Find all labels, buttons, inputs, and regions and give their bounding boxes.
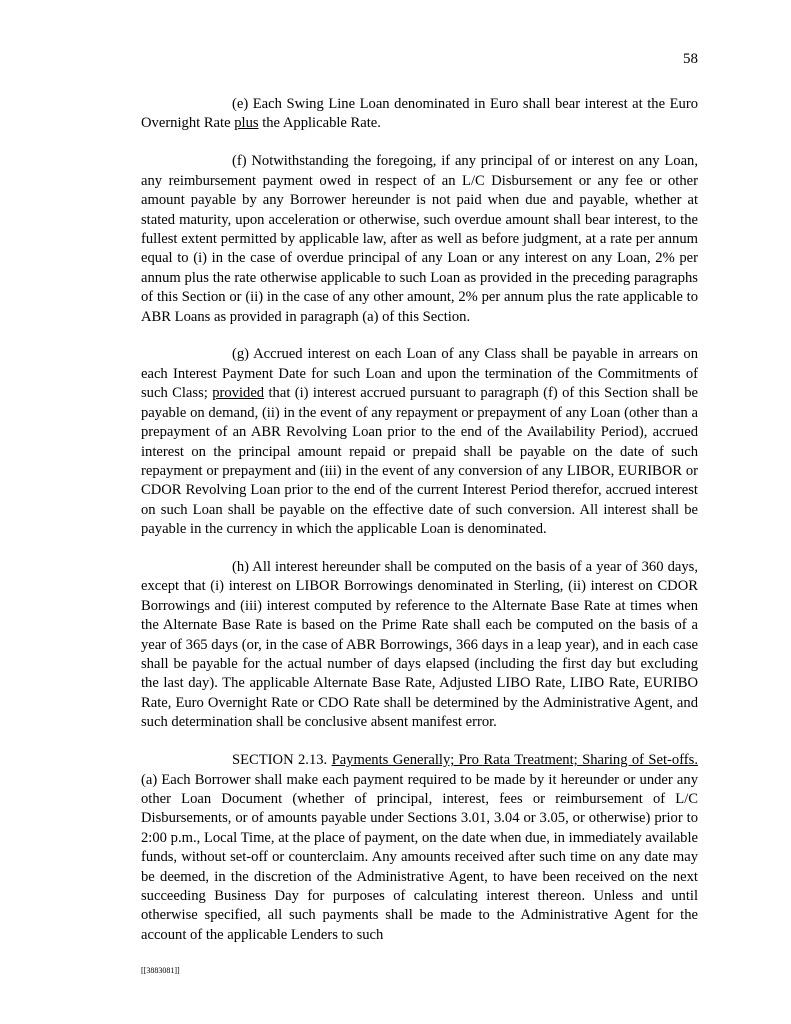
document-id-footer: [[3883081]]: [141, 966, 180, 975]
paragraph-g-text-end: that (i) interest accrued pursuant to paragraph (f) of this Section shall be payable on demand, (ii) in the event of any repayment or prepayment of any Loan (other than a prepayment of an ABR Revolving Loan prior to the end of the Availability Period), accrued interest on the principal amount repaid or prepaid shall be payable on the date of such repayment or prepayment and (iii) in the event of any conversion of any LIBOR, EURIBOR or CDOR Revolving Loan prior to the end of the current Interest Period therefor, accrued interest on such Loan shall be payable on the effective date of such conversion. All interest shall be payable in the currency in which the applicable Loan is denominated.: [141, 385, 698, 538]
provided-term: provided: [212, 385, 265, 402]
paragraph-e-text-end: the Applicable Rate.: [258, 115, 381, 132]
paragraph-e: [141, 95, 698, 134]
paragraph-g: [141, 345, 698, 539]
section-2-13: [141, 751, 698, 945]
paragraph-h: (h) All interest hereunder shall be computed on the basis of a year of 360 days, except that (i) interest on LIBOR Borrowings denominated in Sterling, (ii) interest on CDOR Borrowings and (iii) interest computed by reference to the Alternate Base Rate at times when the Alternate Base Rate is based on the Prime Rate shall each be computed on the basis of a year of 365 days (or, in the case of ABR Borrowings, 366 days in a leap year), and in each case shall be payable for the actual number of days elapsed (including the first day but excluding the last day). The applicable Alternate Base Rate, Adjusted LIBO Rate, LIBO Rate, EURIBO Rate, Euro Overnight Rate or CDO Rate shall be determined by the Administrative Agent, and such determination shall be conclusive absent manifest error.: [141, 559, 698, 731]
document-body: [141, 95, 698, 964]
section-heading: Payments Generally; Pro Rata Treatment; Sharing of Set-offs.: [331, 752, 698, 769]
section-2-13-text: (a) Each Borrower shall make each payment required to be made by it hereunder or under any other Loan Document (whether of principal, interest, fees or reimbursement of L/C Disbursements, or of amounts payable under Sections 3.01, 3.04 or 3.05, or otherwise) prior to 2:00 p.m., Local Time, at the place of payment, on the date when due, in immediately available funds, without set-off or counterclaim. Any amounts received after such time on any date may be deemed, in the discretion of the Administrative Agent, to have been received on the next succeeding Business Day for purposes of calculating interest thereon. Unless and until otherwise specified, all such payments shall be made to the Administrative Agent for the account of the applicable Lenders to such: [141, 771, 698, 943]
plus-term: plus: [234, 115, 259, 132]
paragraph-f: (f) Notwithstanding the foregoing, if any principal of or interest on any Loan, any reimbursement payment owed in respect of an L/C Disbursement or any fee or other amount payable by any Borrower hereunder is not paid when due and payable, whether at stated maturity, upon acceleration or otherwise, such overdue amount shall bear interest, to the fullest extent permitted by applicable law, after as well as before judgment, at a rate per annum equal to (i) in the case of overdue principal of any Loan or any interest on any Loan, 2% per annum plus the rate otherwise applicable to such Loan as provided in the preceding paragraphs of this Section or (ii) in the case of any other amount, 2% per annum plus the rate applicable to ABR Loans as provided in paragraph (a) of this Section.: [141, 153, 698, 325]
paragraph-g-text: (g) Accrued interest on each Loan of any Class shall be payable in arrears on each Interest Payment Date for such Loan and upon the termination of the Commitments of such Class;: [141, 346, 698, 402]
page-number: 58: [683, 51, 698, 67]
paragraph-e-text: (e) Each Swing Line Loan denominated in Euro shall bear interest at the Euro Overnight Rate: [141, 96, 698, 132]
section-label: SECTION 2.13.: [232, 752, 332, 769]
